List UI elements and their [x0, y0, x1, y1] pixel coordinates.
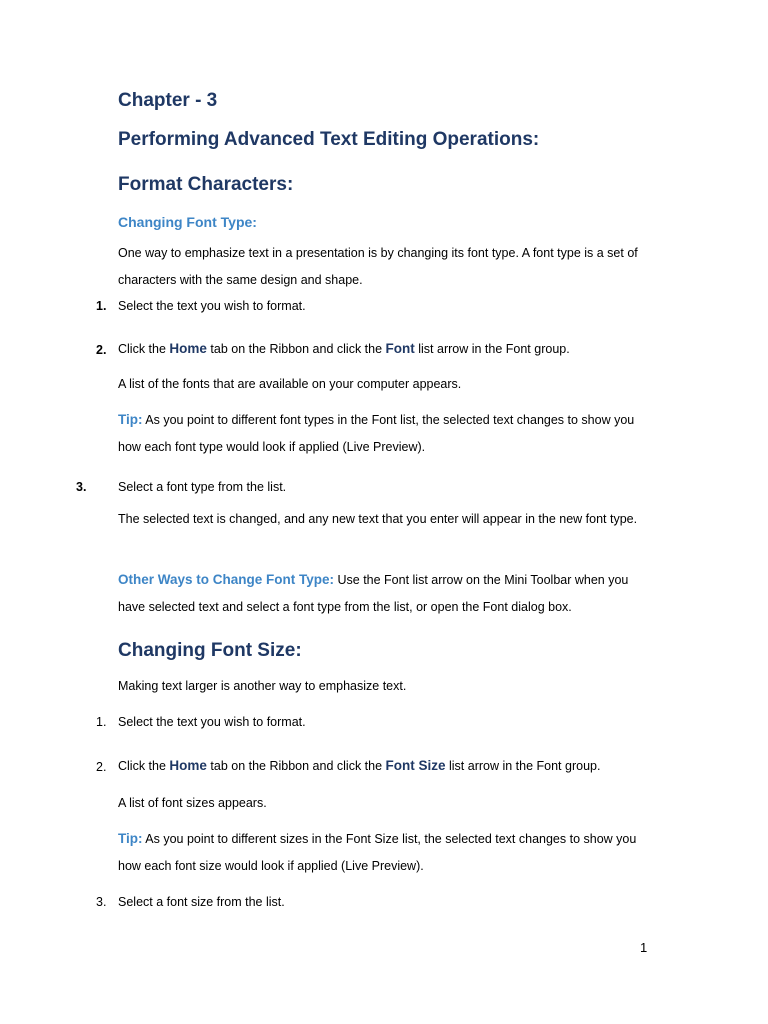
step-number: 2. — [96, 343, 107, 357]
step-text-part: Click the — [118, 759, 170, 773]
keyword-font-size: Font Size — [385, 758, 446, 773]
step-number: 3. — [96, 895, 107, 909]
other-ways-paragraph — [118, 566, 656, 621]
step-text — [118, 758, 600, 773]
tip-paragraph — [118, 406, 656, 461]
subsection-heading-font-size: Changing Font Size: — [118, 640, 302, 661]
step-number: 1. — [96, 715, 107, 729]
step-text: Select a font size from the list. — [118, 895, 285, 909]
keyword-home: Home — [169, 758, 207, 773]
section-heading: Format Characters: — [118, 174, 294, 195]
step-text: Select the text you wish to format. — [118, 299, 306, 313]
chapter-heading: Chapter - 3 — [118, 90, 218, 111]
step-text-part: tab on the Ribbon and click the — [206, 759, 386, 773]
other-ways-label: Other Ways to Change Font Type: — [118, 572, 335, 587]
step-number: 3. — [76, 480, 87, 494]
keyword-font: Font — [385, 341, 415, 356]
tip-label: Tip: — [118, 831, 143, 846]
tip-text: As you point to different font types in the Font list, the selected text changes to show you how each font type would look if applied (Live Preview). — [118, 413, 635, 454]
step-text: Select a font type from the list. — [118, 480, 287, 494]
step-result: The selected text is changed, and any new text that you enter will appear in the new font type. — [118, 512, 638, 526]
step-text-part: list arrow in the Font group. — [414, 342, 570, 356]
step-text-part: tab on the Ribbon and click the — [206, 342, 386, 356]
step-text-part: list arrow in the Font group. — [445, 759, 601, 773]
chapter-title: Performing Advanced Text Editing Operations: — [118, 129, 540, 150]
font-size-intro: Making text larger is another way to emphasize text. — [118, 679, 407, 693]
other-ways-text: Use the Font list arrow on the Mini Toolbar when you have selected text and select a font type from the list, or open the Font dialog box. — [118, 573, 629, 614]
tip-label: Tip: — [118, 412, 143, 427]
step-text-part: Click the — [118, 342, 170, 356]
step-number: 2. — [96, 760, 107, 774]
step-result: A list of font sizes appears. — [118, 796, 267, 810]
step-number: 1. — [96, 299, 107, 313]
keyword-home: Home — [169, 341, 207, 356]
font-type-intro: One way to emphasize text in a presentation is by changing its font type. A font type is a set of characters with the same design and shape. — [118, 246, 638, 287]
step-text: Select the text you wish to format. — [118, 715, 306, 729]
step-result: A list of the fonts that are available on your computer appears. — [118, 377, 462, 391]
subsection-heading-font-type: Changing Font Type: — [118, 214, 257, 230]
step-text — [118, 341, 570, 356]
page-number: 1 — [640, 940, 648, 955]
tip-paragraph — [118, 825, 656, 880]
tip-text: As you point to different sizes in the Font Size list, the selected text changes to show you how each font size would look if applied (Live Preview). — [118, 832, 637, 873]
